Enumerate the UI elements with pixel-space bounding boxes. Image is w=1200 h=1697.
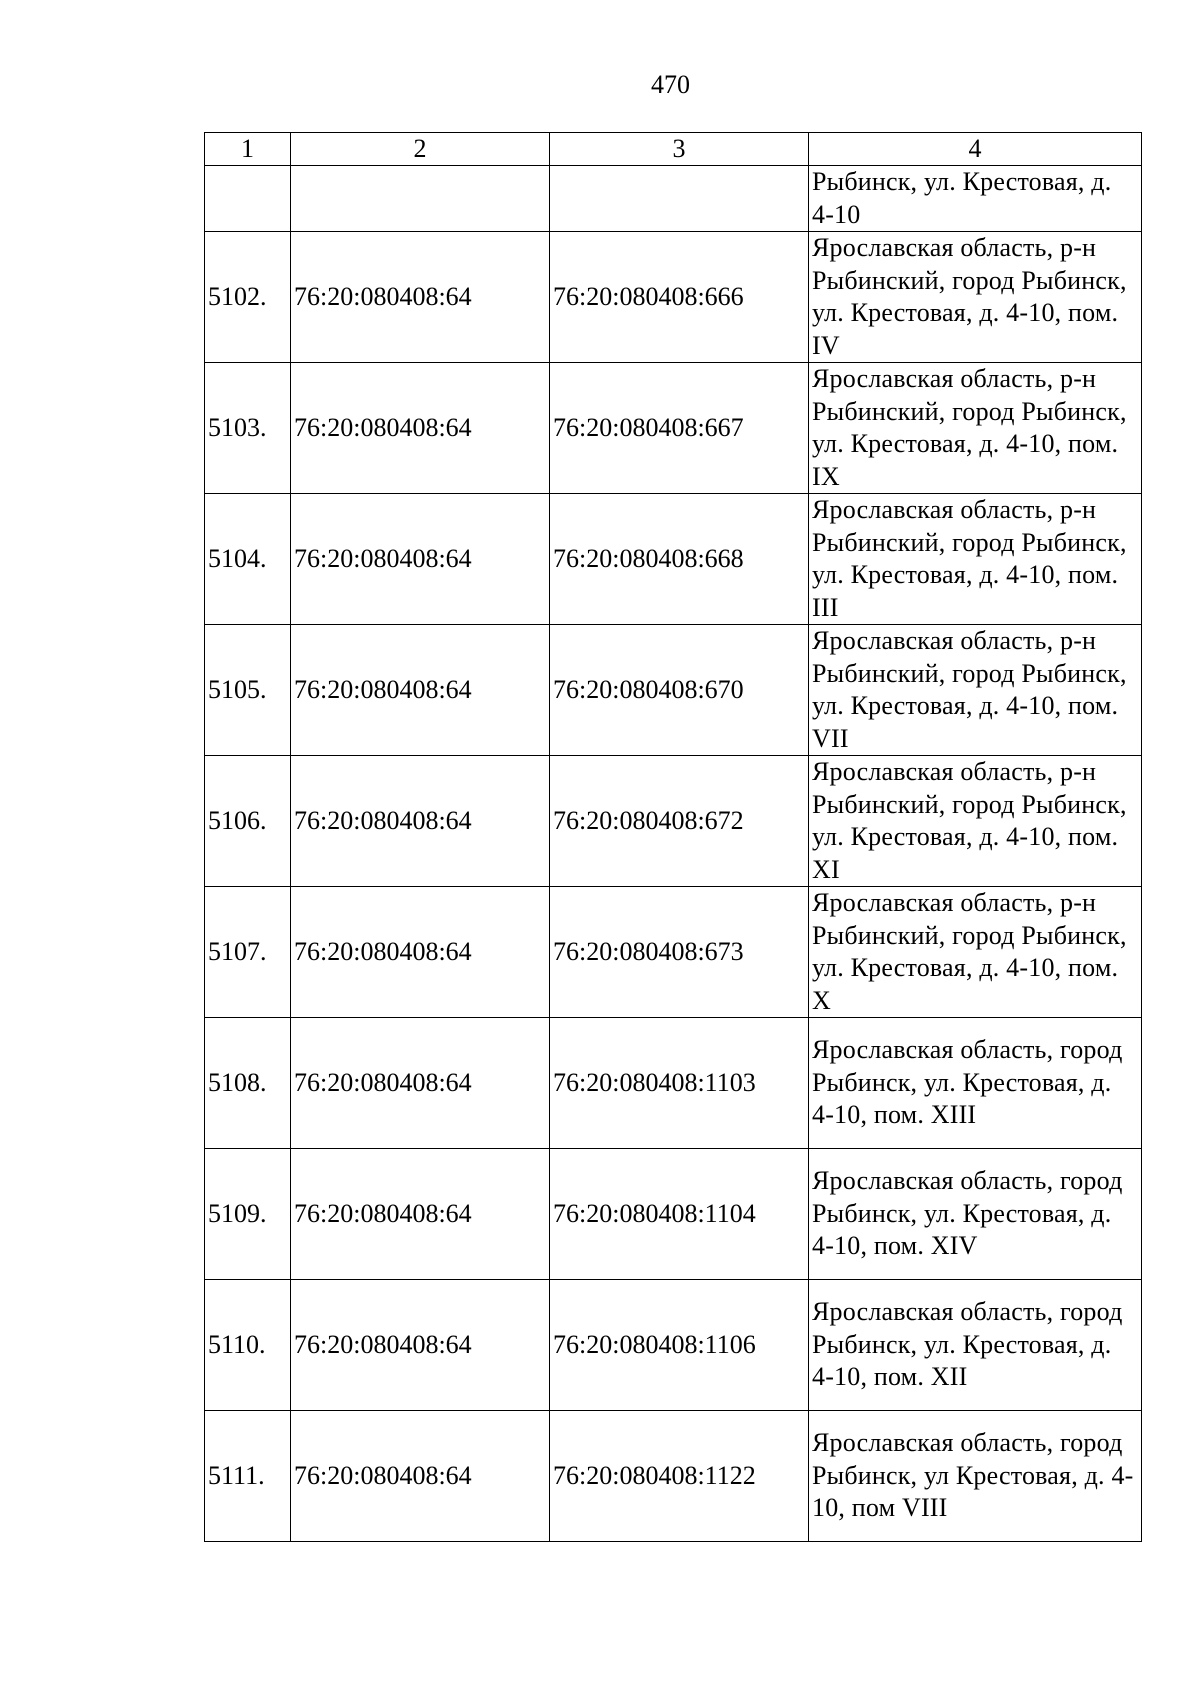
object-number-cell: 76:20:080408:1106 [550, 1280, 809, 1411]
table-row [205, 363, 1142, 494]
row-number-cell: 5108. [205, 1018, 291, 1149]
address-cell: Ярославская область, город Рыбинск, ул. Крестовая, д. 4-10, пом. XIII [809, 1018, 1142, 1149]
object-number-cell: 76:20:080408:672 [550, 756, 809, 887]
address-cell: Ярославская область, р-н Рыбинский, город Рыбинск, ул. Крестовая, д. 4-10, пом. IV [809, 232, 1142, 363]
table-row [205, 1280, 1142, 1411]
address-cell: Ярославская область, р-н Рыбинский, город Рыбинск, ул. Крестовая, д. 4-10, пом. IX [809, 363, 1142, 494]
address-cell: Рыбинск, ул. Крестовая, д. 4-10 [809, 166, 1142, 232]
column-header-2: 2 [291, 133, 550, 166]
parcel-number-cell: 76:20:080408:64 [291, 625, 550, 756]
column-header-1: 1 [205, 133, 291, 166]
parcel-number-cell: 76:20:080408:64 [291, 1149, 550, 1280]
object-number-cell: 76:20:080408:1104 [550, 1149, 809, 1280]
column-header-3: 3 [550, 133, 809, 166]
parcel-number-cell: 76:20:080408:64 [291, 494, 550, 625]
parcel-number-cell: 76:20:080408:64 [291, 363, 550, 494]
address-cell: Ярославская область, город Рыбинск, ул. Крестовая, д. 4-10, пом. XII [809, 1280, 1142, 1411]
row-number-cell: 5109. [205, 1149, 291, 1280]
row-number-cell: 5106. [205, 756, 291, 887]
row-number-cell: 5103. [205, 363, 291, 494]
address-cell: Ярославская область, город Рыбинск, ул. Крестовая, д. 4-10, пом. XIV [809, 1149, 1142, 1280]
object-number-cell: 76:20:080408:1122 [550, 1411, 809, 1542]
address-cell: Ярославская область, город Рыбинск, ул Крестовая, д. 4-10, пом VIII [809, 1411, 1142, 1542]
row-number-cell: 5110. [205, 1280, 291, 1411]
column-header-4: 4 [809, 133, 1142, 166]
object-number-cell [550, 166, 809, 232]
parcel-number-cell: 76:20:080408:64 [291, 887, 550, 1018]
row-number-cell: 5107. [205, 887, 291, 1018]
row-number-cell: 5105. [205, 625, 291, 756]
address-cell: Ярославская область, р-н Рыбинский, город Рыбинск, ул. Крестовая, д. 4-10, пом. VII [809, 625, 1142, 756]
address-cell: Ярославская область, р-н Рыбинский, город Рыбинск, ул. Крестовая, д. 4-10, пом. III [809, 494, 1142, 625]
table-row [205, 1018, 1142, 1149]
table-row [205, 232, 1142, 363]
parcel-number-cell [291, 166, 550, 232]
row-number-cell: 5104. [205, 494, 291, 625]
object-number-cell: 76:20:080408:670 [550, 625, 809, 756]
page-number: 470 [651, 70, 690, 99]
table-row [205, 166, 1142, 232]
object-number-cell: 76:20:080408:1103 [550, 1018, 809, 1149]
row-number-cell [205, 166, 291, 232]
parcel-number-cell: 76:20:080408:64 [291, 1018, 550, 1149]
table-row [205, 756, 1142, 887]
parcel-number-cell: 76:20:080408:64 [291, 1411, 550, 1542]
object-number-cell: 76:20:080408:666 [550, 232, 809, 363]
object-number-cell: 76:20:080408:673 [550, 887, 809, 1018]
address-cell: Ярославская область, р-н Рыбинский, город Рыбинск, ул. Крестовая, д. 4-10, пом. XI [809, 756, 1142, 887]
header-row [205, 133, 1142, 166]
object-number-cell: 76:20:080408:668 [550, 494, 809, 625]
object-number-cell: 76:20:080408:667 [550, 363, 809, 494]
parcel-number-cell: 76:20:080408:64 [291, 756, 550, 887]
row-number-cell: 5102. [205, 232, 291, 363]
table-row [205, 494, 1142, 625]
table-row [205, 1411, 1142, 1542]
table-row [205, 625, 1142, 756]
address-cell: Ярославская область, р-н Рыбинский, город Рыбинск, ул. Крестовая, д. 4-10, пом. X [809, 887, 1142, 1018]
registry-table [204, 132, 1142, 1542]
table-row [205, 1149, 1142, 1280]
table-row [205, 887, 1142, 1018]
parcel-number-cell: 76:20:080408:64 [291, 1280, 550, 1411]
parcel-number-cell: 76:20:080408:64 [291, 232, 550, 363]
row-number-cell: 5111. [205, 1411, 291, 1542]
